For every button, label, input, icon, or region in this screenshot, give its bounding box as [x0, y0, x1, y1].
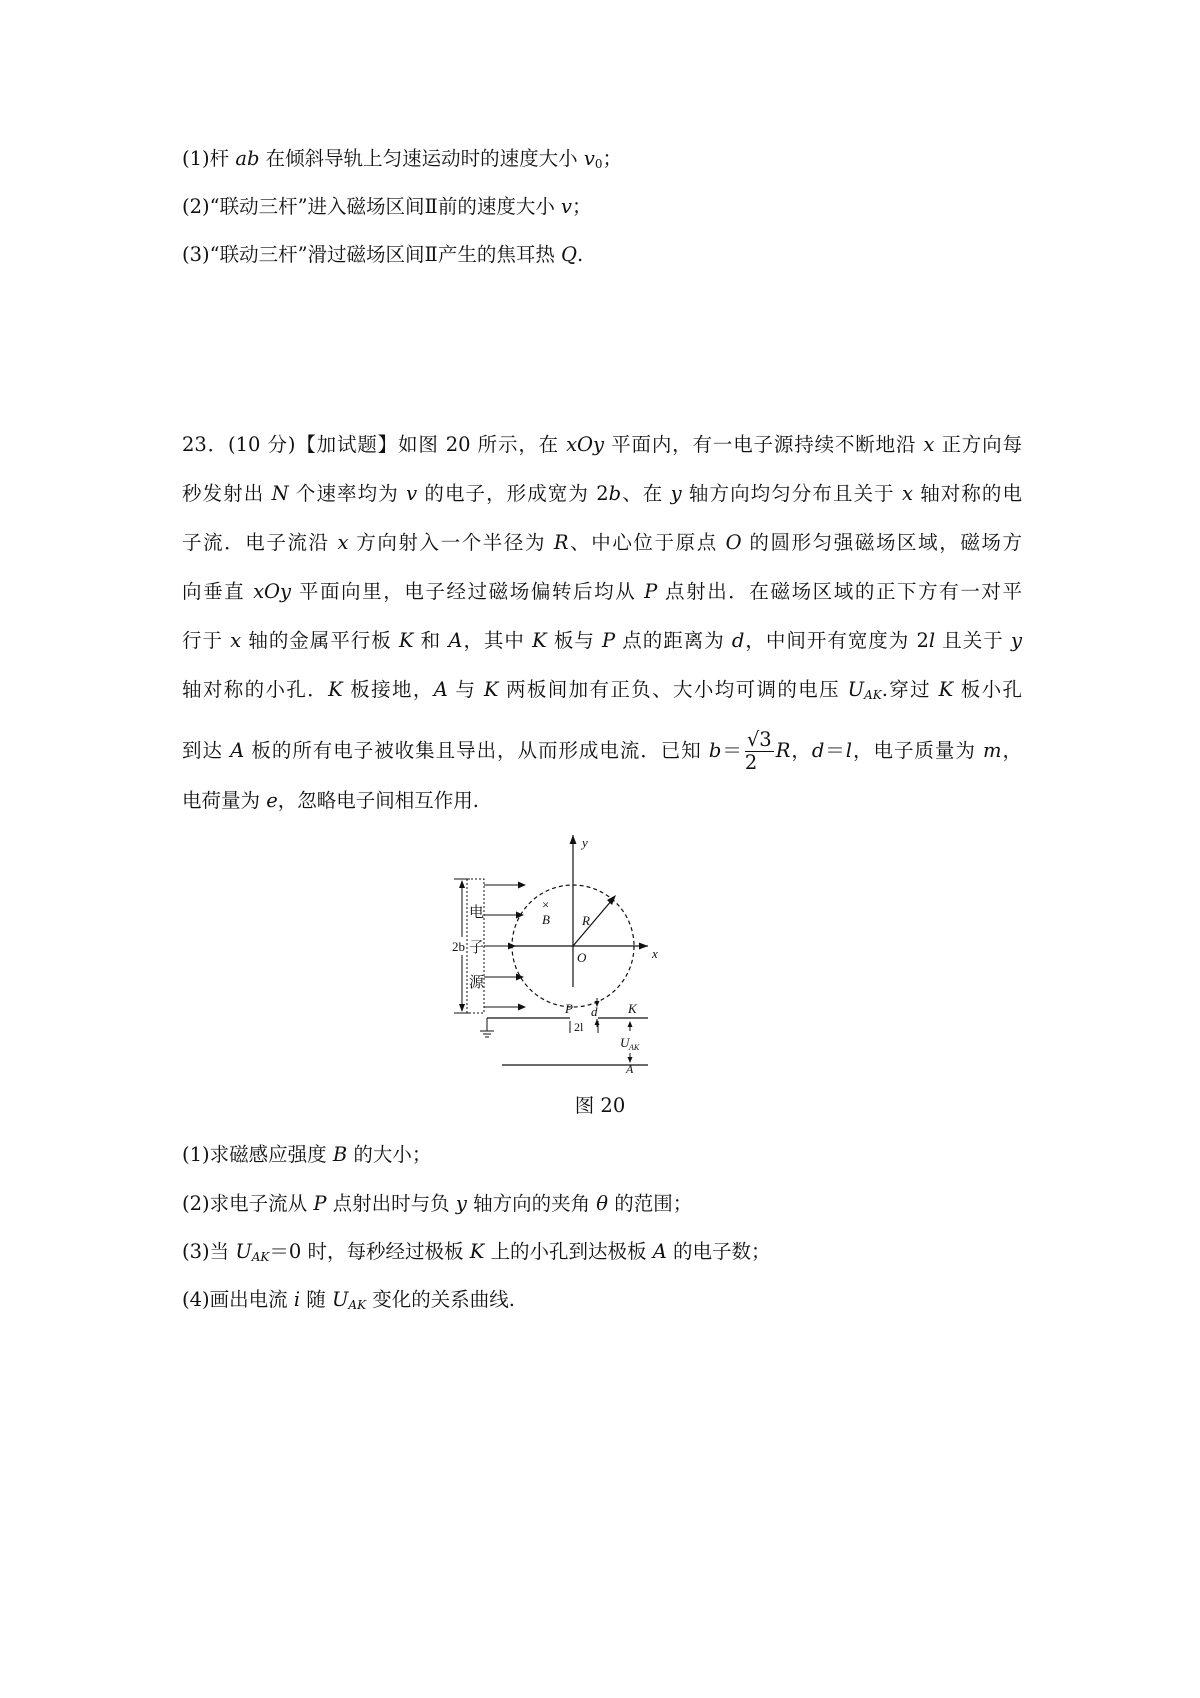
beam-arrow-4 — [516, 974, 524, 981]
statement-line: 23．(10 分)【加试题】如图 20 所示，在 xOy 平面内，有一电子源持续不断地沿 x 正方向每 — [182, 433, 1022, 456]
sub-question-4: (4)画出电流 i 随 $U_{AK}$ 变化的关系曲线. — [182, 1288, 515, 1312]
point-p-label: P — [565, 1001, 573, 1016]
statement-line: 秒发射出 N 个速率均为 v 的电子，形成宽为 2b、在 y 轴方向均匀分布且关于 x 轴对称的电 — [182, 482, 1023, 505]
beam-arrow-3 — [508, 943, 516, 950]
width-2b-label: 2b — [452, 939, 465, 954]
top-question-3: (3)“联动三杆”滑过磁场区间Ⅱ产生的焦耳热 Q. — [182, 243, 584, 266]
source-char-3: 源 — [469, 975, 485, 991]
radius-label: R — [582, 913, 590, 928]
width-2b-dimension — [448, 835, 490, 1073]
y-axis-label: y — [582, 835, 588, 850]
plate-a-label: A — [626, 1062, 634, 1076]
origin-label: O — [577, 950, 587, 965]
x-axis-label: x — [652, 946, 658, 961]
dim-arrow-top — [459, 880, 465, 888]
beam-arrow-5 — [518, 1004, 526, 1011]
source-char-1: 电 — [469, 905, 485, 921]
statement-line: 电荷量为 e，忽略电子间相互作用. — [182, 789, 479, 812]
sub-question-2: (2)求电子流从 P 点射出时与负 y 轴方向的夹角 θ 的范围； — [182, 1192, 693, 1215]
field-into-page-mark: × — [542, 897, 550, 912]
voltage-label: U — [620, 1035, 630, 1050]
fraction-sqrt3-over-2: $\frac{√3}{2}$ — [744, 728, 772, 774]
gap-d-label: d — [591, 1004, 598, 1019]
d-arrowhead-bottom — [595, 1019, 600, 1025]
problem-23-statement — [182, 430, 1022, 835]
voltage-subscript: AK — [629, 1043, 640, 1052]
statement-line: 子流．电子流沿 x 方向射入一个半径为 R、中心位于原点 O 的圆形匀强磁场区域，磁场方 — [182, 531, 1023, 554]
plate-k-label: K — [628, 1001, 637, 1016]
top-question-1: (1)杆 ab 在倾斜导轨上匀速运动时的速度大小 $v_0$； — [182, 147, 623, 171]
statement-line: 到达 A 板的所有电子被收集且导出，从而形成电流．已知 b＝ $\frac{√3}{2}$ R，d＝l，电子质量为 m， — [182, 728, 1022, 774]
hole-2l-label: 2l — [574, 1020, 584, 1034]
sub-question-3: (3)当 $U_{AK}=0$ 时，每秒经过极板 K 上的小孔到达极板 A 的电子数； — [182, 1240, 771, 1264]
beam-arrow-1 — [518, 882, 526, 889]
statement-line: 轴对称的小孔．K 板接地，A 与 K 两板间加有正负、大小均可调的电压 $U_{AK}$.穿过 K 板小孔 — [182, 678, 1023, 702]
dim-arrow-bottom — [459, 1004, 465, 1012]
beam-arrow-2 — [516, 912, 524, 919]
y-axis-arrowhead — [570, 835, 577, 844]
figure-caption: 图 20 — [574, 1094, 626, 1117]
statement-line: 行于 x 轴的金属平行板 K 和 A，其中 K 板与 P 点的距离为 d，中间开有宽度为 2l 且关于 y — [182, 629, 1022, 652]
sub-question-1: (1)求磁感应强度 B 的大小； — [182, 1143, 432, 1166]
radius-line — [573, 900, 612, 946]
u-arrowhead-top — [628, 1021, 633, 1027]
x-axis-arrowhead — [639, 943, 648, 950]
statement-line: 向垂直 xOy 平面向里，电子经过磁场偏转后均从 P 点射出．在磁场区域的正下方有一对平 — [182, 580, 1022, 603]
top-question-2: (2)“联动三杆”进入磁场区间Ⅱ前的速度大小 v； — [182, 195, 592, 218]
figure-20-diagram — [469, 835, 730, 1076]
field-label: B — [542, 912, 550, 927]
source-char-2: 子 — [469, 940, 485, 956]
